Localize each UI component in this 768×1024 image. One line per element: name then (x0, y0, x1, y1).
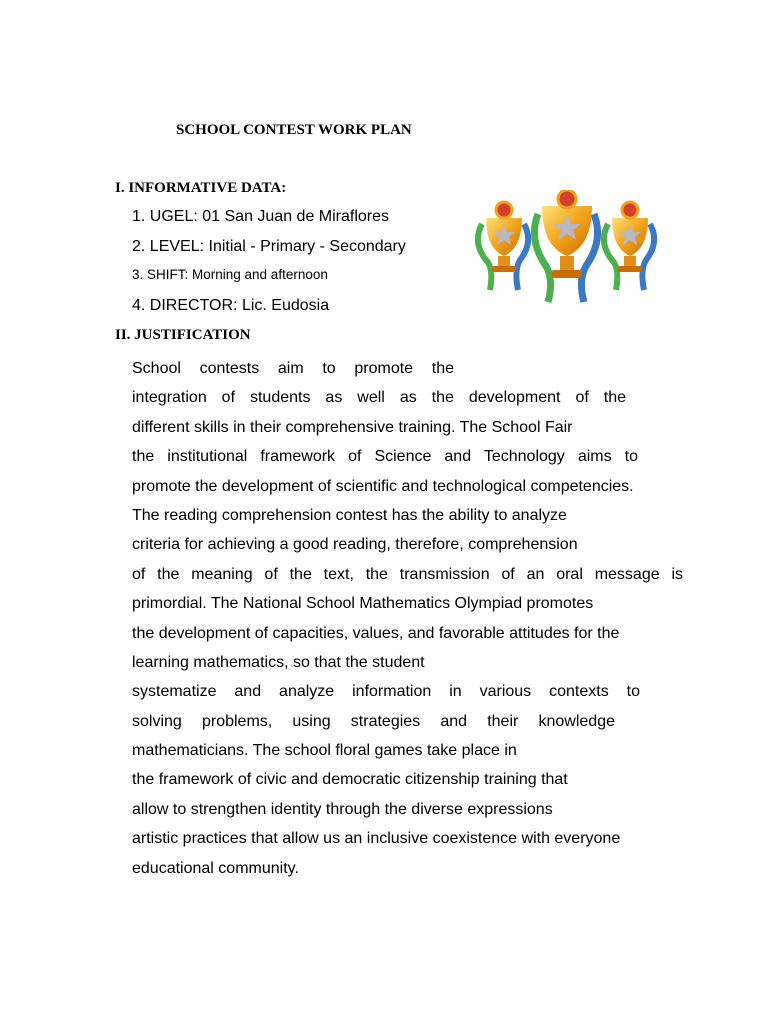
trophy-center-icon (534, 190, 597, 302)
text-line: School contests aim to promote the (132, 360, 454, 377)
text-line: The reading comprehension contest has the ability to analyze (132, 506, 567, 524)
text-line: artistic practices that allow us an inclusive coexistence with everyone (132, 830, 621, 848)
section-heading-informative-data: I. INFORMATIVE DATA: (115, 180, 287, 196)
trophy-right-icon (604, 202, 654, 290)
trophy-left-icon (478, 202, 528, 290)
text-line: learning mathematics, so that the student (132, 653, 425, 671)
info-item-shift: 3. SHIFT: Morning and afternoon (132, 267, 328, 282)
text-line: integration of students as well as the development of the (132, 389, 626, 407)
info-item-ugel: 1. UGEL: 01 San Juan de Miraflores (132, 208, 390, 225)
section-heading-justification: II. JUSTIFICATION (115, 327, 251, 343)
trophies-icon (474, 190, 660, 310)
text-line: educational community. (132, 859, 299, 877)
document-title: SCHOOL CONTEST WORK PLAN (176, 122, 412, 138)
text-line: systematize and analyze information in various contexts to (132, 683, 640, 701)
text-line: criteria for achieving a good reading, therefore, comprehension (132, 536, 578, 554)
text-line: solving problems, using strategies and their knowledge (132, 712, 615, 730)
text-line: promote the development of scientific and technological competencies. (132, 477, 634, 495)
info-item-director: 4. DIRECTOR: Lic. Eudosia (132, 297, 330, 314)
text-line: the framework of civic and democratic citizenship training that (132, 771, 568, 789)
text-line: allow to strengthen identity through the diverse expressions (132, 800, 553, 818)
text-line: mathematicians. The school floral games take place in (132, 742, 517, 760)
text-line: primordial. The National School Mathematics Olympiad promotes (132, 595, 594, 613)
text-line: of the meaning of the text, the transmission of an oral message is (132, 565, 683, 583)
text-line: the development of capacities, values, and favorable attitudes for the (132, 624, 620, 642)
justification-text (132, 354, 684, 883)
text-line: the institutional framework of Science and Technology aims to (132, 448, 638, 466)
text-line: different skills in their comprehensive training. The School Fair (132, 418, 573, 436)
info-item-level: 2. LEVEL: Initial - Primary - Secondary (132, 238, 406, 255)
